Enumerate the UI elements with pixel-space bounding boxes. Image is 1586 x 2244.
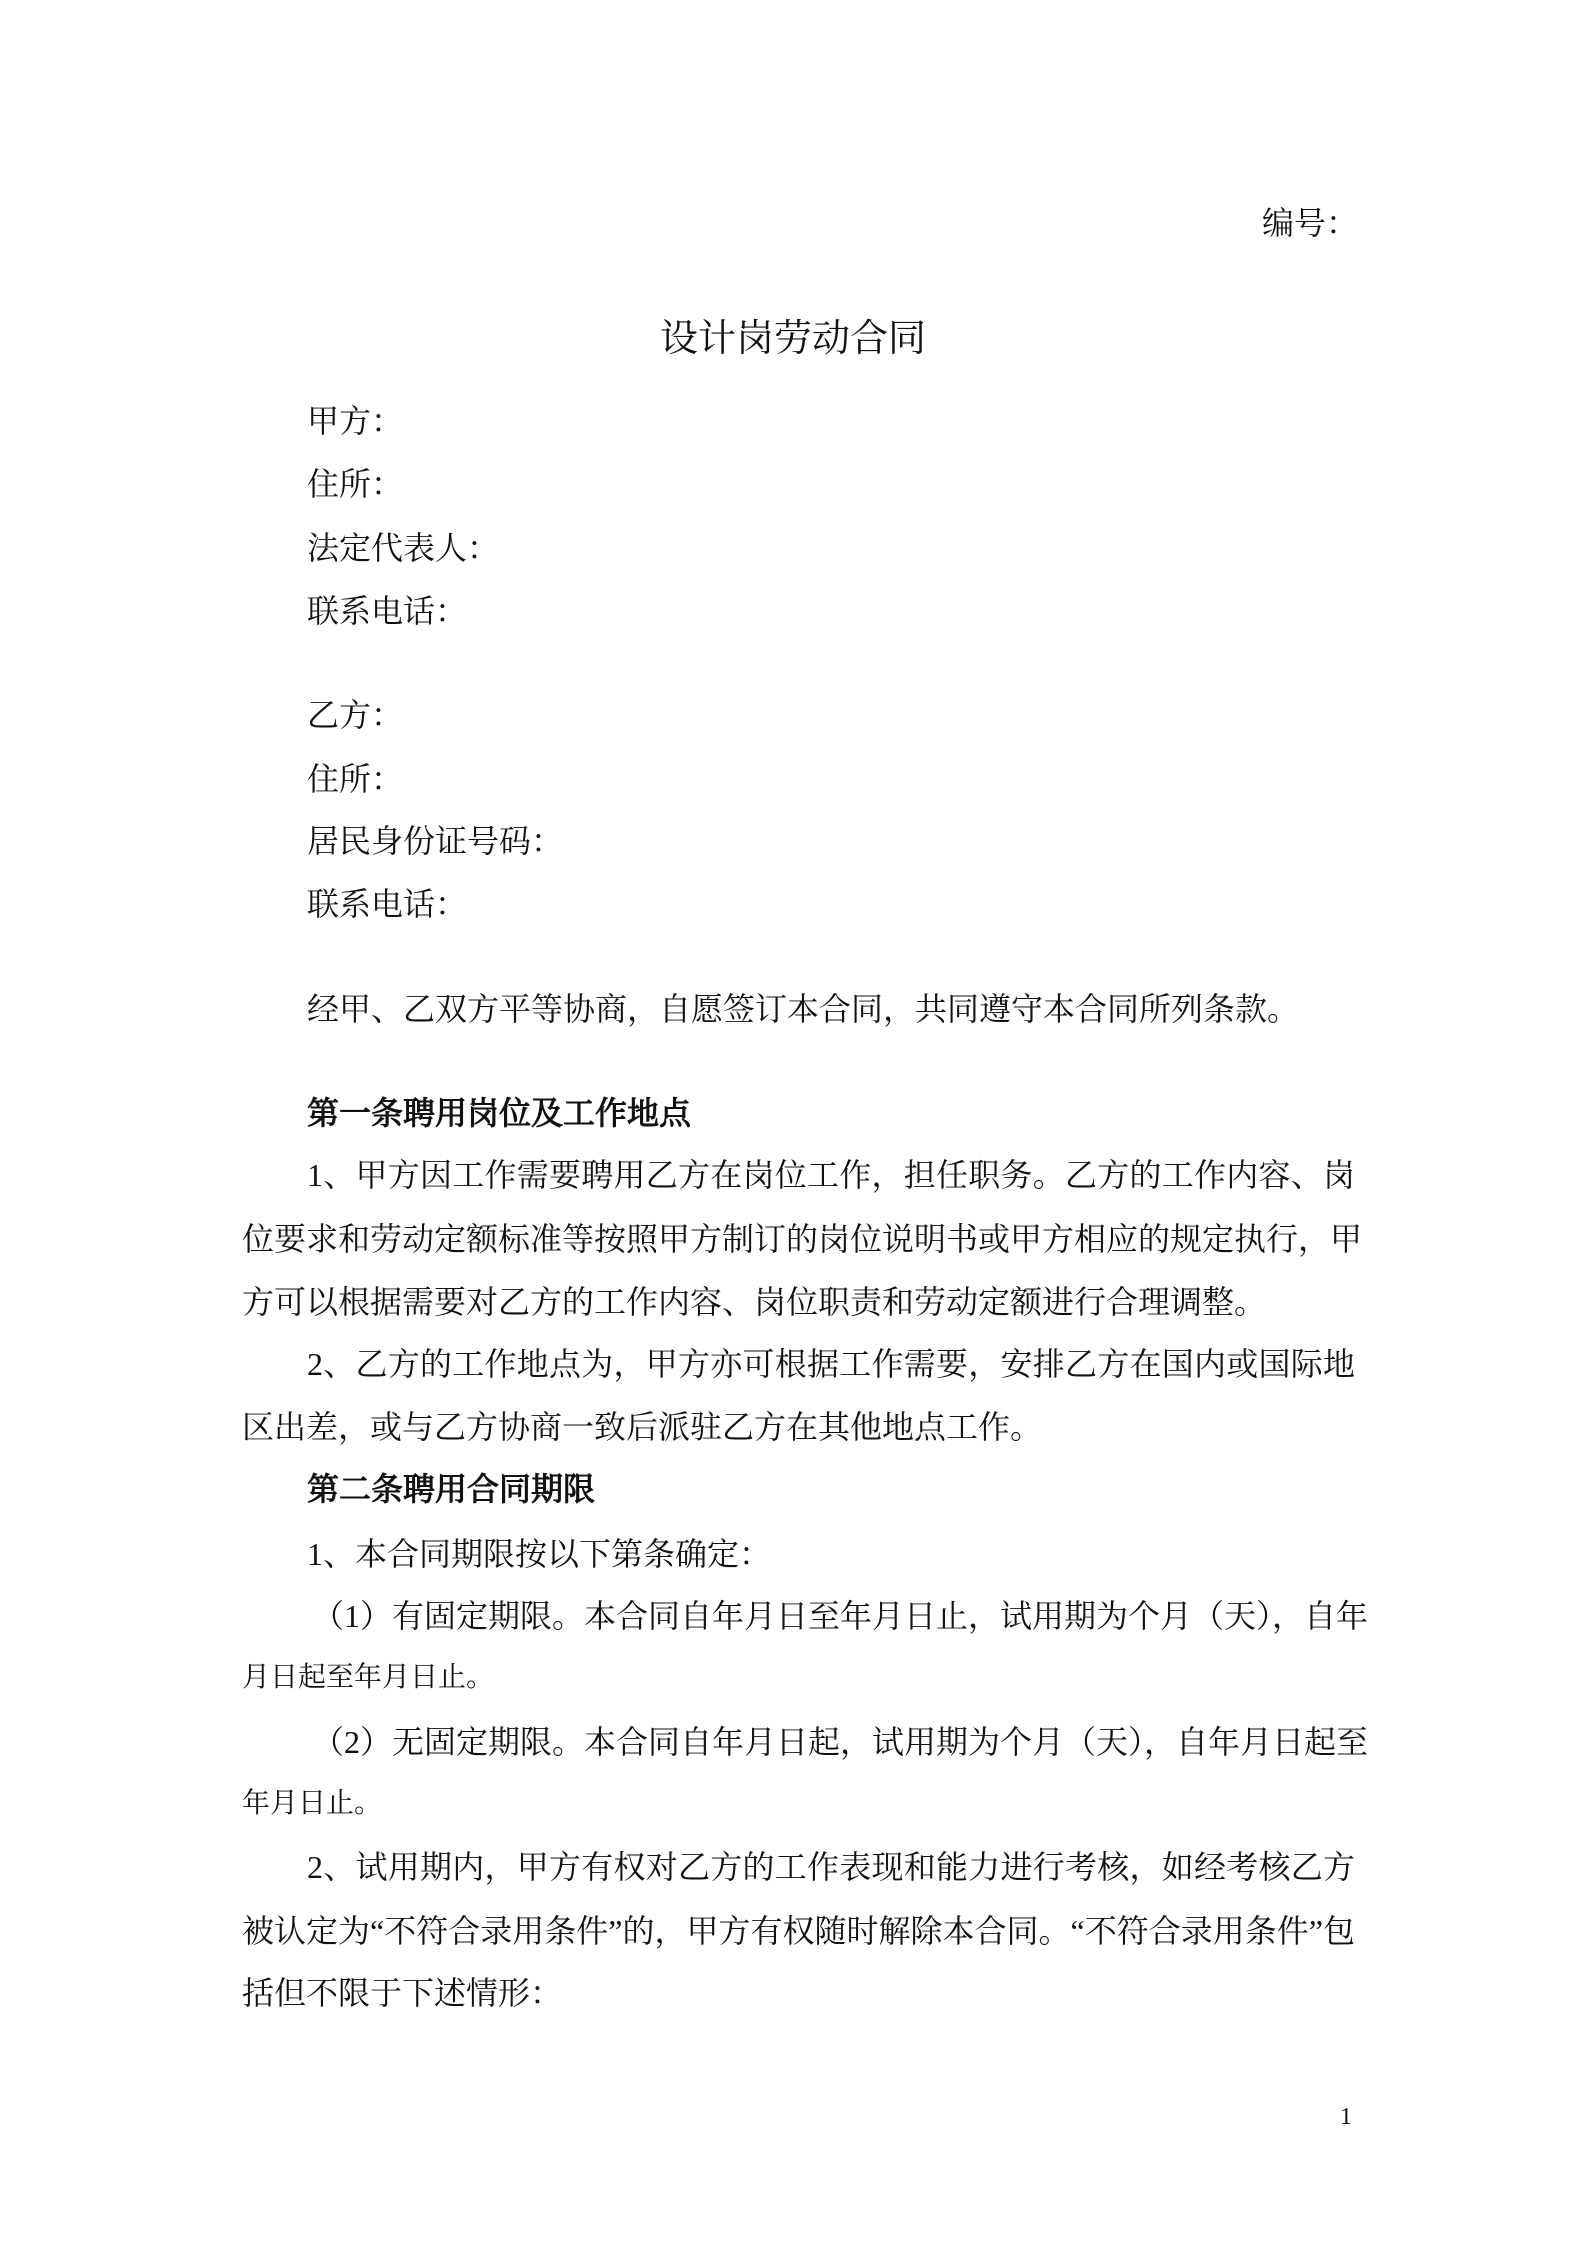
article-1-line: 2、乙方的工作地点为，甲方亦可根据工作需要，安排乙方在国内或国际地: [307, 1346, 1355, 1382]
party-b-name: 乙方：: [307, 697, 404, 733]
party-a-legal-rep: 法定代表人：: [307, 530, 500, 566]
article-2-line: （1）有固定期限。本合同自年月日至年月日止，试用期为个月（天），自年: [312, 1598, 1369, 1634]
party-a-name: 甲方：: [307, 403, 404, 439]
party-a-address: 住所：: [307, 466, 404, 502]
article-1-line: 区出差，或与乙方协商一致后派驻乙方在其他地点工作。: [242, 1409, 1043, 1445]
contract-number-label: 编号：: [1262, 205, 1359, 241]
preamble: 经甲、乙双方平等协商，自愿签订本合同，共同遵守本合同所列条款。: [307, 991, 1300, 1027]
article-2-line: 括但不限于下述情形：: [242, 1975, 563, 2011]
article-2-line: （2）无固定期限。本合同自年月日起，试用期为个月（天），自年月日起至: [312, 1724, 1369, 1760]
party-b-id-number: 居民身份证号码：: [307, 823, 564, 859]
article-2-line: 2、试用期内，甲方有权对乙方的工作表现和能力进行考核，如经考核乙方: [307, 1849, 1355, 1885]
party-a-phone: 联系电话：: [307, 593, 468, 629]
article-1-line: 1、甲方因工作需要聘用乙方在岗位工作，担任职务。乙方的工作内容、岗: [307, 1157, 1355, 1193]
article-2-line: 1、本合同期限按以下第条确定：: [307, 1536, 772, 1572]
party-b-phone: 联系电话：: [307, 886, 468, 922]
article-2-line: 被认定为“不符合录用条件”的，甲方有权随时解除本合同。“不符合录用条件”包: [242, 1913, 1355, 1949]
article-2-line: 月日起至年月日止。: [242, 1662, 495, 1693]
article-2-line: 年月日止。: [242, 1788, 383, 1819]
article-1-heading: 第一条聘用岗位及工作地点: [307, 1095, 692, 1131]
page-number: 1: [1340, 2104, 1352, 2130]
article-2-heading: 第二条聘用合同期限: [307, 1471, 596, 1507]
party-b-address: 住所：: [307, 761, 404, 797]
article-1-line: 方可以根据需要对乙方的工作内容、岗位职责和劳动定额进行合理调整。: [242, 1284, 1267, 1320]
article-1-line: 位要求和劳动定额标准等按照甲方制订的岗位说明书或甲方相应的规定执行，甲: [242, 1221, 1363, 1257]
document-title: 设计岗劳动合同: [659, 318, 926, 360]
